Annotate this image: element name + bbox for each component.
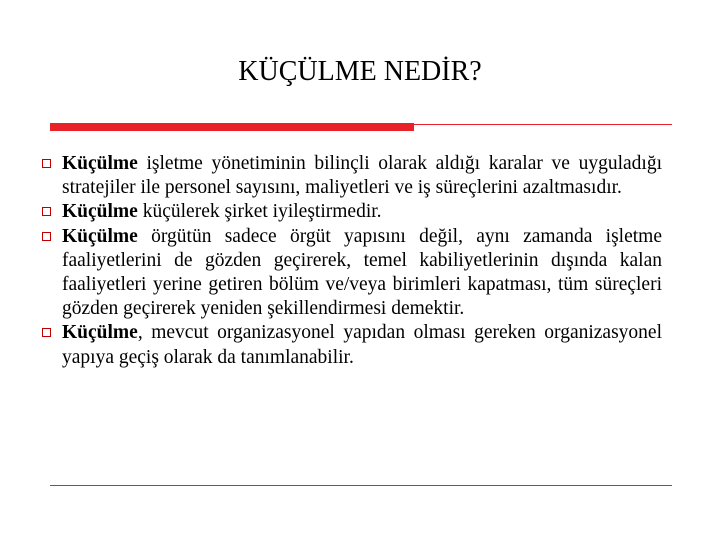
bullet-item bbox=[40, 225, 662, 322]
bullet-term: Küçülme bbox=[62, 201, 138, 223]
bullet-term: Küçülme bbox=[62, 153, 138, 174]
bullet-text: işletme yönetiminin bilinçli olarak aldığı karalar ve uyguladığı stratejiler ile personel sayısını, maliyetleri ve iş süreçlerini azaltmasıdır. bbox=[62, 153, 662, 199]
title-divider-thick bbox=[50, 123, 414, 131]
bottom-divider bbox=[50, 485, 672, 486]
square-bullet-icon bbox=[42, 207, 51, 216]
square-bullet-icon bbox=[42, 232, 51, 241]
bullet-item bbox=[40, 152, 662, 200]
bullet-text: , mevcut organizasyonel yapıdan olması gereken organizasyonel yapıya geçiş olarak da tanımlanabilir. bbox=[62, 322, 662, 368]
bullet-list bbox=[40, 152, 662, 370]
bullet-term: Küçülme bbox=[62, 322, 138, 344]
bullet-term: Küçülme bbox=[62, 225, 138, 247]
title-divider bbox=[50, 123, 672, 131]
bullet-text: küçülerek şirket iyileştirmedir. bbox=[137, 201, 382, 223]
bullet-item bbox=[40, 321, 662, 369]
bullet-item bbox=[40, 200, 662, 224]
square-bullet-icon bbox=[42, 328, 51, 337]
bullet-text: örgütün sadece örgüt yapısını değil, aynı zamanda işletme faaliyetlerini de gözden geçirerek, temel kabiliyetlerinin dışında kalan faaliyetleri yerine getiren bölüm ve/veya birimleri kapatması, tüm süreçleri gözden geçirerek yeniden şekillendirmesi demektir. bbox=[62, 225, 662, 320]
slide-title: KÜÇÜLME NEDİR? bbox=[238, 56, 482, 87]
square-bullet-icon bbox=[42, 159, 51, 168]
title-divider-thin bbox=[414, 124, 672, 125]
